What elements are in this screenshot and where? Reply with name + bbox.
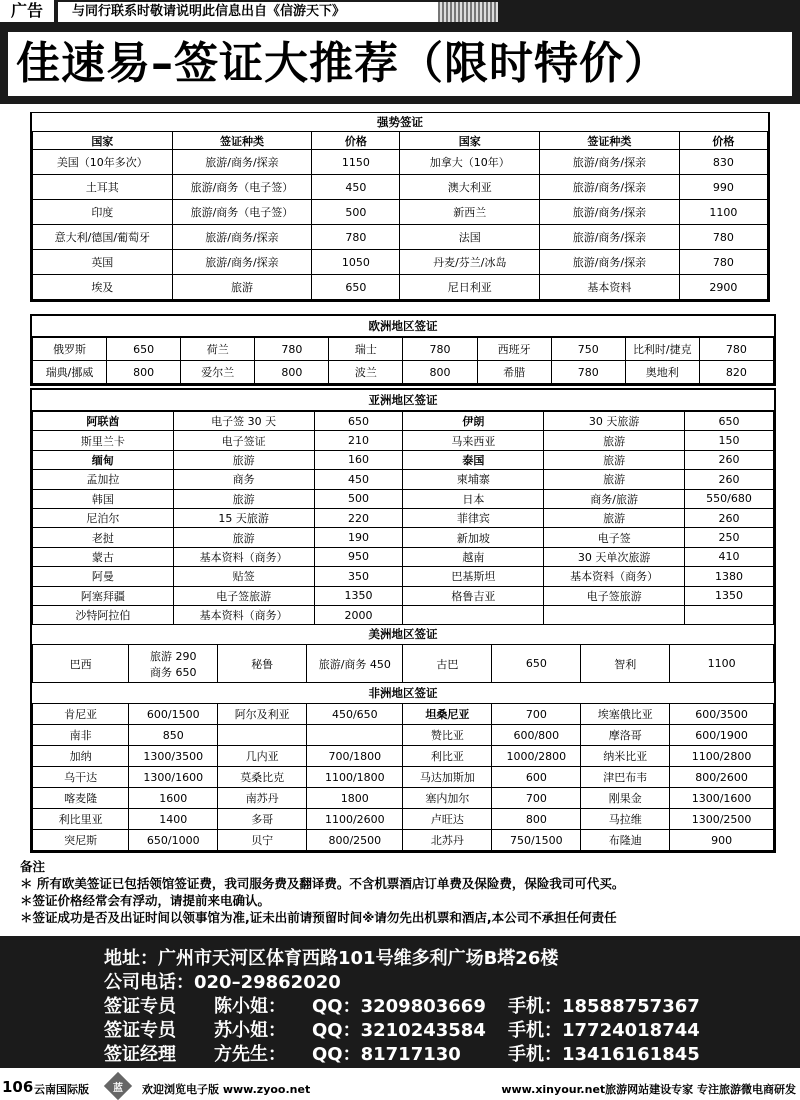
table-row	[33, 338, 774, 361]
table-cell: 澳大利亚	[400, 175, 540, 200]
table-cell: 电子签旅游	[544, 586, 685, 605]
table-cell: 650	[107, 338, 181, 361]
table-row	[33, 175, 768, 200]
table-cell: 尼泊尔	[33, 508, 174, 527]
table-cell: 2900	[679, 275, 767, 300]
contact-qq: QQ：3210243584	[312, 1020, 486, 1041]
table-cell: 加纳	[33, 746, 129, 767]
table-cell: 南苏丹	[218, 788, 307, 809]
table-cell: 刚果金	[581, 788, 670, 809]
col-header: 签证种类	[540, 132, 680, 150]
page-footer	[0, 1068, 800, 1100]
col-header: 国家	[33, 132, 173, 150]
table-cell: 500	[314, 489, 403, 508]
table-row	[33, 704, 774, 725]
col-header: 价格	[679, 132, 767, 150]
table-row	[33, 725, 774, 746]
table-cell: 450	[312, 175, 400, 200]
source-notice: 与同行联系时敬请说明此信息出自《信游天下》	[58, 2, 438, 22]
table-row	[33, 767, 774, 788]
contact-row	[104, 1040, 784, 1065]
table-cell: 蒙古	[33, 547, 174, 566]
contact-mobile: 手机：17724018744	[508, 1020, 700, 1041]
contact-qq: QQ：3209803669	[312, 996, 486, 1017]
table-cell: 旅游/商务/探亲	[172, 250, 312, 275]
table-cell: 旅游/商务/探亲	[540, 225, 680, 250]
table-cell: 摩洛哥	[581, 725, 670, 746]
table-cell	[685, 605, 774, 624]
table-cell: 基本资料	[540, 275, 680, 300]
table-cell: 260	[685, 450, 774, 469]
table-cell: 780	[403, 338, 477, 361]
table-cell: 1300/2500	[670, 809, 774, 830]
table-row	[33, 275, 768, 300]
table-cell: 旅游/商务/探亲	[540, 150, 680, 175]
ad-header	[0, 0, 800, 104]
table-cell: 780	[679, 250, 767, 275]
price-cell: 650	[492, 645, 581, 683]
table-cell: 奥地利	[625, 361, 699, 384]
contact-panel	[0, 936, 800, 1068]
table-cell: 780	[312, 225, 400, 250]
table-cell: 英国	[33, 250, 173, 275]
table-cell: 1350	[314, 586, 403, 605]
table-cell: 肯尼亚	[33, 704, 129, 725]
table-cell: 比利时/捷克	[625, 338, 699, 361]
table-row	[33, 547, 774, 566]
table-cell: 商务/旅游	[544, 489, 685, 508]
contact-name: 苏小姐：	[214, 1020, 286, 1041]
headline: 佳速易–签证大推荐（限时特价）	[8, 32, 792, 96]
price-cell: 旅游/商务 450	[307, 645, 403, 683]
table-cell: 马拉维	[581, 809, 670, 830]
contact-name: 方先生：	[214, 1044, 286, 1065]
table-cell	[218, 725, 307, 746]
table-cell: 卢旺达	[403, 809, 492, 830]
table-cell: 乌干达	[33, 767, 129, 788]
table-cell: 阿尔及利亚	[218, 704, 307, 725]
table-cell: 电子签证	[173, 431, 314, 450]
price-cell	[129, 645, 218, 683]
table-cell: 法国	[400, 225, 540, 250]
table-cell: 600/1500	[129, 704, 218, 725]
table-cell: 190	[314, 528, 403, 547]
table-cell: 旅游/商务/探亲	[540, 250, 680, 275]
col-header: 签证种类	[172, 132, 312, 150]
table-cell: 新加坡	[403, 528, 544, 547]
table-cell: 210	[314, 431, 403, 450]
table-cell: 450	[314, 470, 403, 489]
table-cell: 赞比亚	[403, 725, 492, 746]
america-table	[32, 644, 774, 683]
table-cell: 1050	[312, 250, 400, 275]
table-cell: 600/800	[492, 725, 581, 746]
table-cell: 菲律宾	[403, 508, 544, 527]
asia-table	[32, 411, 774, 625]
table-cell: 450/650	[307, 704, 403, 725]
table-row	[33, 250, 768, 275]
table-cell: 260	[685, 508, 774, 527]
table-cell: 780	[551, 361, 625, 384]
table-cell	[544, 605, 685, 624]
table-cell: 斯里兰卡	[33, 431, 174, 450]
table-cell: 1100/2600	[307, 809, 403, 830]
contact-row	[104, 1016, 784, 1041]
price-line: 旅游 290	[150, 649, 197, 663]
table-cell: 北苏丹	[403, 830, 492, 851]
table-cell: 旅游/商务/探亲	[540, 175, 680, 200]
table-cell: 700	[492, 788, 581, 809]
europe-table	[32, 337, 774, 384]
table-cell: 布隆迪	[581, 830, 670, 851]
table-cell: 850	[129, 725, 218, 746]
table-cell: 马来西亚	[403, 431, 544, 450]
table-cell: 780	[699, 338, 773, 361]
country-cell: 智利	[581, 645, 670, 683]
ebook-link[interactable]: 欢迎浏览电子版 www.zyoo.net	[142, 1083, 311, 1096]
table-cell: 900	[670, 830, 774, 851]
table-cell: 加拿大（10年）	[400, 150, 540, 175]
table-cell: 新西兰	[400, 200, 540, 225]
table-row	[33, 431, 774, 450]
table-cell: 830	[679, 150, 767, 175]
table-cell: 阿塞拜疆	[33, 586, 174, 605]
website-slogan: www.xinyour.net旅游网站建设专家 专注旅游微电商研发	[501, 1083, 796, 1096]
table-cell: 电子签 30 天	[173, 412, 314, 431]
table-cell: 荷兰	[181, 338, 255, 361]
contact-mobile: 手机：18588757367	[508, 996, 700, 1017]
table-row	[33, 412, 774, 431]
table-cell: 550/680	[685, 489, 774, 508]
table-cell: 700/1800	[307, 746, 403, 767]
table-cell: 1300/1600	[129, 767, 218, 788]
note-item: ＊签证成功是否及出证时间以领事馆为准,证未出前请预留时间※请勿先出机票和酒店,本公司不承担任何责任	[20, 910, 617, 925]
table-cell: 780	[255, 338, 329, 361]
table-cell: 700	[492, 704, 581, 725]
table-cell: 希腊	[477, 361, 551, 384]
table-cell: 利比亚	[403, 746, 492, 767]
section-title: 美洲地区签证	[368, 627, 438, 642]
strong-visa-table	[32, 131, 768, 300]
table-cell: 250	[685, 528, 774, 547]
table-cell: 埃塞俄比亚	[581, 704, 670, 725]
table-cell: 500	[312, 200, 400, 225]
table-cell: 美国（10年多次）	[33, 150, 173, 175]
table-cell: 南非	[33, 725, 129, 746]
table-cell: 津巴布韦	[581, 767, 670, 788]
table-cell: 伊朗	[403, 412, 544, 431]
table-cell: 尼日利亚	[400, 275, 540, 300]
table-cell	[403, 605, 544, 624]
table-cell: 1100	[679, 200, 767, 225]
table-cell: 410	[685, 547, 774, 566]
edition-label: 云南国际版	[34, 1083, 89, 1096]
table-cell: 丹麦/芬兰/冰岛	[400, 250, 540, 275]
table-cell: 800/2500	[307, 830, 403, 851]
contact-name: 陈小姐：	[214, 996, 286, 1017]
table-cell: 30 天单次旅游	[544, 547, 685, 566]
ad-label: 广告	[0, 0, 54, 22]
table-cell: 旅游/商务（电子签）	[172, 200, 312, 225]
table-cell: 旅游	[172, 275, 312, 300]
table-cell	[307, 725, 403, 746]
table-cell: 1000/2800	[492, 746, 581, 767]
table-row	[33, 809, 774, 830]
table-cell: 800/2600	[670, 767, 774, 788]
table-cell: 坦桑尼亚	[403, 704, 492, 725]
section-title: 欧洲地区签证	[32, 316, 774, 337]
table-cell: 爱尔兰	[181, 361, 255, 384]
company-phone: 公司电话：020–29862020	[104, 972, 341, 993]
asia-africa-section	[30, 388, 776, 853]
table-row	[33, 470, 774, 489]
table-cell: 旅游/商务（电子签）	[172, 175, 312, 200]
table-cell: 990	[679, 175, 767, 200]
table-cell: 220	[314, 508, 403, 527]
table-cell: 旅游	[544, 508, 685, 527]
table-cell: 150	[685, 431, 774, 450]
table-row	[33, 528, 774, 547]
table-cell: 缅甸	[33, 450, 174, 469]
table-cell: 波兰	[329, 361, 403, 384]
table-cell: 1400	[129, 809, 218, 830]
table-cell: 瑞典/挪威	[33, 361, 107, 384]
table-cell: 旅游	[173, 450, 314, 469]
table-cell: 西班牙	[477, 338, 551, 361]
table-cell: 160	[314, 450, 403, 469]
table-cell: 800	[492, 809, 581, 830]
table-row	[33, 508, 774, 527]
table-cell: 15 天旅游	[173, 508, 314, 527]
table-cell: 旅游	[544, 431, 685, 450]
table-cell: 旅游	[544, 470, 685, 489]
table-cell: 土耳其	[33, 175, 173, 200]
table-cell: 260	[685, 470, 774, 489]
note-item: ＊签证价格经常会有浮动，请提前来电确认。	[20, 893, 271, 908]
table-row	[33, 586, 774, 605]
table-cell: 800	[107, 361, 181, 384]
table-cell: 商务	[173, 470, 314, 489]
contact-row	[104, 992, 784, 1017]
table-cell: 800	[403, 361, 477, 384]
table-cell: 30 天旅游	[544, 412, 685, 431]
table-row	[33, 788, 774, 809]
table-cell: 800	[255, 361, 329, 384]
contact-role: 签证经理	[104, 1044, 176, 1065]
table-cell: 基本资料（商务）	[173, 547, 314, 566]
table-cell: 旅游	[173, 489, 314, 508]
table-cell: 老挝	[33, 528, 174, 547]
contact-role: 签证专员	[104, 1020, 176, 1041]
price-cell: 1100	[670, 645, 774, 683]
country-cell: 秘鲁	[218, 645, 307, 683]
table-cell: 纳米比亚	[581, 746, 670, 767]
table-row	[33, 200, 768, 225]
table-cell: 埃及	[33, 275, 173, 300]
table-cell: 俄罗斯	[33, 338, 107, 361]
table-cell: 1350	[685, 586, 774, 605]
country-cell: 巴西	[33, 645, 129, 683]
table-cell: 1380	[685, 567, 774, 586]
table-cell: 电子签	[544, 528, 685, 547]
table-cell: 阿联酋	[33, 412, 174, 431]
notes-title: 备注	[20, 859, 46, 874]
table-row	[33, 225, 768, 250]
table-cell: 突尼斯	[33, 830, 129, 851]
decorative-pattern	[438, 2, 498, 22]
table-cell: 莫桑比克	[218, 767, 307, 788]
table-row	[33, 746, 774, 767]
table-cell: 650	[314, 412, 403, 431]
table-cell: 马达加斯加	[403, 767, 492, 788]
strong-visa-section	[30, 112, 770, 302]
price-line: 商务 650	[150, 665, 197, 679]
table-cell: 印度	[33, 200, 173, 225]
contact-role: 签证专员	[104, 996, 176, 1017]
table-cell: 780	[679, 225, 767, 250]
table-cell: 意大利/德国/葡萄牙	[33, 225, 173, 250]
table-cell: 格鲁吉亚	[403, 586, 544, 605]
table-cell: 750/1500	[492, 830, 581, 851]
logo-char: 蓝	[113, 1083, 123, 1094]
table-cell: 600/3500	[670, 704, 774, 725]
table-row	[33, 830, 774, 851]
table-cell: 1150	[312, 150, 400, 175]
table-cell: 柬埔寨	[403, 470, 544, 489]
table-cell: 基本资料（商务）	[173, 605, 314, 624]
table-cell: 750	[551, 338, 625, 361]
col-header: 国家	[400, 132, 540, 150]
table-cell: 1100/1800	[307, 767, 403, 788]
table-cell: 2000	[314, 605, 403, 624]
table-row	[33, 605, 774, 624]
section-title: 强势签证	[377, 115, 423, 129]
africa-table	[32, 703, 774, 851]
table-cell: 1300/1600	[670, 788, 774, 809]
table-cell: 基本资料（商务）	[544, 567, 685, 586]
table-cell: 贝宁	[218, 830, 307, 851]
section-title: 亚洲地区签证	[32, 390, 774, 411]
table-cell: 沙特阿拉伯	[33, 605, 174, 624]
table-cell: 旅游/商务/探亲	[172, 150, 312, 175]
table-cell: 旅游/商务/探亲	[540, 200, 680, 225]
table-cell: 650	[312, 275, 400, 300]
table-cell: 820	[699, 361, 773, 384]
table-row	[33, 361, 774, 384]
note-item: ＊ 所有欧美签证已包括领馆签证费，我司服务费及翻译费。不含机票酒店订单费及保险费，保险我司可代买。	[20, 876, 625, 891]
table-cell: 1100/2800	[670, 746, 774, 767]
table-cell: 越南	[403, 547, 544, 566]
table-cell: 喀麦隆	[33, 788, 129, 809]
table-cell: 泰国	[403, 450, 544, 469]
address: 地址：广州市天河区体育西路101号维多利广场B塔26楼	[104, 948, 559, 969]
table-cell: 旅游/商务/探亲	[172, 225, 312, 250]
table-cell: 650/1000	[129, 830, 218, 851]
table-cell: 电子签旅游	[173, 586, 314, 605]
table-cell: 950	[314, 547, 403, 566]
section-title: 非洲地区签证	[368, 686, 438, 701]
col-header: 价格	[312, 132, 400, 150]
table-cell: 瑞士	[329, 338, 403, 361]
country-cell: 古巴	[403, 645, 492, 683]
table-cell: 旅游	[173, 528, 314, 547]
contact-mobile: 手机：13416161845	[508, 1044, 700, 1065]
table-cell: 多哥	[218, 809, 307, 830]
table-cell: 韩国	[33, 489, 174, 508]
table-cell: 几内亚	[218, 746, 307, 767]
table-row	[33, 489, 774, 508]
table-row	[33, 567, 774, 586]
table-cell: 利比里亚	[33, 809, 129, 830]
table-cell: 日本	[403, 489, 544, 508]
notes	[20, 858, 790, 926]
table-cell: 塞内加尔	[403, 788, 492, 809]
table-cell: 阿曼	[33, 567, 174, 586]
table-cell: 350	[314, 567, 403, 586]
table-cell: 旅游	[544, 450, 685, 469]
table-cell: 600	[492, 767, 581, 788]
table-row	[33, 150, 768, 175]
table-cell: 1800	[307, 788, 403, 809]
table-cell: 孟加拉	[33, 470, 174, 489]
table-cell: 贴签	[173, 567, 314, 586]
table-cell: 1600	[129, 788, 218, 809]
table-row	[33, 450, 774, 469]
table-cell: 巴基斯坦	[403, 567, 544, 586]
table-cell: 650	[685, 412, 774, 431]
page-number: 106	[2, 1078, 34, 1096]
table-cell: 600/1900	[670, 725, 774, 746]
table-cell: 1300/3500	[129, 746, 218, 767]
europe-section	[30, 314, 776, 386]
contact-qq: QQ：81717130	[312, 1044, 461, 1065]
